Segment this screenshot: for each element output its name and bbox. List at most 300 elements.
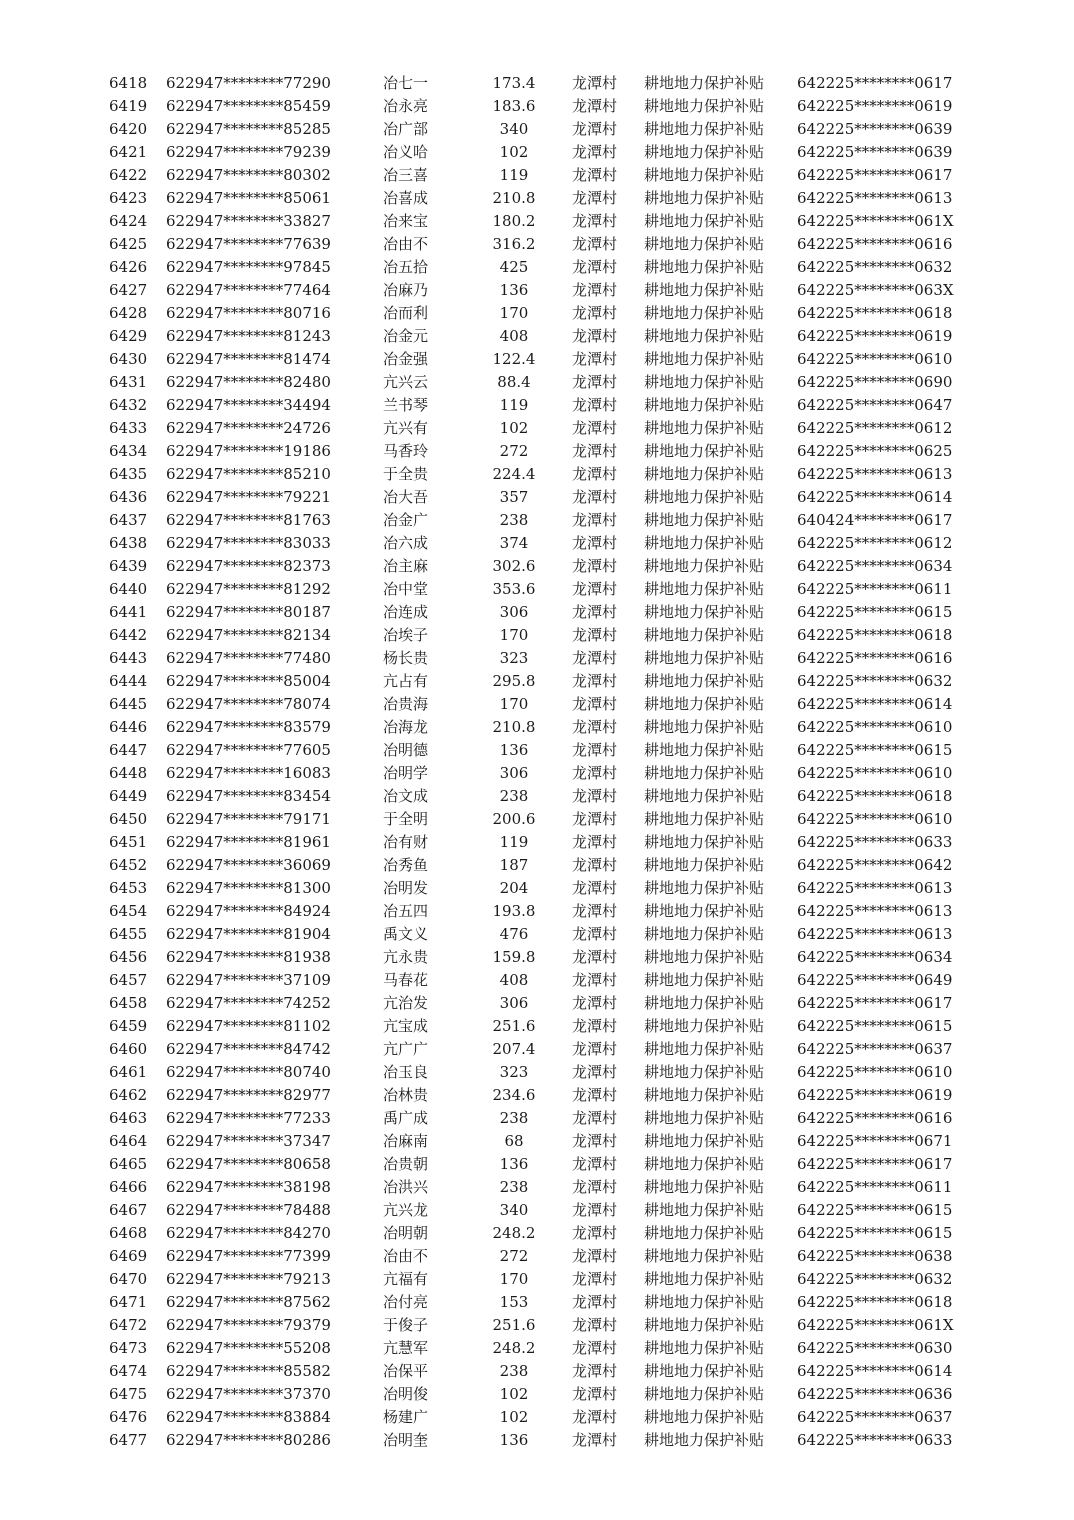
row-number-cell: 6451 [109,833,148,851]
table-row [0,578,1074,601]
account-number-cell: 622947********83884 [166,1408,331,1426]
amount-cell: 306 [499,994,529,1012]
row-number-cell: 6423 [109,189,148,207]
amount-cell: 136 [499,281,529,299]
account-number-cell: 622947********85285 [166,120,331,138]
account-number-cell: 622947********81300 [166,879,331,897]
account-number-cell: 622947********80286 [166,1431,331,1449]
account-number-cell: 622947********19186 [166,442,331,460]
id-number-cell: 642225********0639 [797,143,953,161]
table-row [0,233,1074,256]
row-number-cell: 6435 [109,465,148,483]
name-cell: 杨长贵 [383,649,429,667]
amount-cell: 357 [499,488,529,506]
village-cell: 龙潭村 [572,1132,618,1150]
name-cell: 亢广广 [383,1040,429,1058]
amount-cell: 353.6 [492,580,536,598]
table-row [0,256,1074,279]
subsidy-type-cell: 耕地地力保护补贴 [644,1316,765,1334]
table-row [0,1130,1074,1153]
name-cell: 冶中堂 [383,580,429,598]
account-number-cell: 622947********78488 [166,1201,331,1219]
row-number-cell: 6456 [109,948,148,966]
subsidy-type-cell: 耕地地力保护补贴 [644,1086,765,1104]
table-row [0,509,1074,532]
account-number-cell: 622947********82134 [166,626,331,644]
account-number-cell: 622947********16083 [166,764,331,782]
amount-cell: 170 [499,626,529,644]
village-cell: 龙潭村 [572,511,618,529]
amount-cell: 238 [499,1109,529,1127]
table-row [0,831,1074,854]
name-cell: 冶广部 [383,120,429,138]
row-number-cell: 6445 [109,695,148,713]
village-cell: 龙潭村 [572,626,618,644]
id-number-cell: 642225********0613 [797,465,953,483]
name-cell: 冶由不 [383,1247,429,1265]
subsidy-type-cell: 耕地地力保护补贴 [644,465,765,483]
village-cell: 龙潭村 [572,879,618,897]
village-cell: 龙潭村 [572,373,618,391]
row-number-cell: 6422 [109,166,148,184]
name-cell: 杨建广 [383,1408,429,1426]
row-number-cell: 6437 [109,511,148,529]
id-number-cell: 642225********0618 [797,1293,953,1311]
village-cell: 龙潭村 [572,695,618,713]
table-row [0,371,1074,394]
amount-cell: 102 [499,419,529,437]
subsidy-type-cell: 耕地地力保护补贴 [644,1385,765,1403]
id-number-cell: 642225********0616 [797,1109,953,1127]
amount-cell: 102 [499,143,529,161]
amount-cell: 180.2 [492,212,536,230]
id-number-cell: 642225********0613 [797,925,953,943]
village-cell: 龙潭村 [572,442,618,460]
row-number-cell: 6477 [109,1431,148,1449]
row-number-cell: 6464 [109,1132,148,1150]
subsidy-type-cell: 耕地地力保护补贴 [644,1132,765,1150]
table-row [0,1268,1074,1291]
village-cell: 龙潭村 [572,327,618,345]
subsidy-type-cell: 耕地地力保护补贴 [644,1109,765,1127]
account-number-cell: 622947********79171 [166,810,331,828]
row-number-cell: 6457 [109,971,148,989]
village-cell: 龙潭村 [572,971,618,989]
subsidy-type-cell: 耕地地力保护补贴 [644,143,765,161]
subsidy-type-cell: 耕地地力保护补贴 [644,1362,765,1380]
subsidy-type-cell: 耕地地力保护补贴 [644,1224,765,1242]
village-cell: 龙潭村 [572,304,618,322]
row-number-cell: 6471 [109,1293,148,1311]
amount-cell: 170 [499,304,529,322]
name-cell: 冶有财 [383,833,429,851]
amount-cell: 159.8 [492,948,536,966]
account-number-cell: 622947********37109 [166,971,331,989]
id-number-cell: 642225********0690 [797,373,953,391]
account-number-cell: 622947********77639 [166,235,331,253]
name-cell: 马春花 [383,971,429,989]
subsidy-type-cell: 耕地地力保护补贴 [644,925,765,943]
name-cell: 冶金广 [383,511,429,529]
amount-cell: 306 [499,764,529,782]
amount-cell: 183.6 [492,97,536,115]
village-cell: 龙潭村 [572,1293,618,1311]
subsidy-type-cell: 耕地地力保护补贴 [644,948,765,966]
name-cell: 冶玉良 [383,1063,429,1081]
account-number-cell: 622947********37347 [166,1132,331,1150]
row-number-cell: 6424 [109,212,148,230]
village-cell: 龙潭村 [572,1339,618,1357]
amount-cell: 88.4 [497,373,531,391]
account-number-cell: 622947********97845 [166,258,331,276]
id-number-cell: 642225********061X [797,1316,954,1334]
id-number-cell: 642225********0614 [797,695,953,713]
row-number-cell: 6425 [109,235,148,253]
table-row [0,923,1074,946]
id-number-cell: 642225********0634 [797,557,953,575]
village-cell: 龙潭村 [572,1155,618,1173]
account-number-cell: 622947********78074 [166,695,331,713]
id-number-cell: 642225********0615 [797,1224,953,1242]
subsidy-type-cell: 耕地地力保护补贴 [644,902,765,920]
account-number-cell: 622947********82373 [166,557,331,575]
village-cell: 龙潭村 [572,235,618,253]
name-cell: 冶五四 [383,902,429,920]
row-number-cell: 6468 [109,1224,148,1242]
village-cell: 龙潭村 [572,603,618,621]
id-number-cell: 642225********0617 [797,166,953,184]
name-cell: 冶秀鱼 [383,856,429,874]
name-cell: 冶连成 [383,603,429,621]
account-number-cell: 622947********38198 [166,1178,331,1196]
name-cell: 冶永亮 [383,97,429,115]
amount-cell: 102 [499,1408,529,1426]
subsidy-type-cell: 耕地地力保护补贴 [644,1247,765,1265]
id-number-cell: 642225********0671 [797,1132,953,1150]
amount-cell: 408 [499,971,529,989]
id-number-cell: 642225********0638 [797,1247,953,1265]
table-row [0,325,1074,348]
id-number-cell: 642225********061X [797,212,954,230]
subsidy-type-cell: 耕地地力保护补贴 [644,511,765,529]
name-cell: 冶明奎 [383,1431,429,1449]
table-row [0,164,1074,187]
subsidy-type-cell: 耕地地力保护补贴 [644,327,765,345]
row-number-cell: 6418 [109,74,148,92]
id-number-cell: 642225********0632 [797,1270,953,1288]
subsidy-type-cell: 耕地地力保护补贴 [644,603,765,621]
row-number-cell: 6473 [109,1339,148,1357]
row-number-cell: 6475 [109,1385,148,1403]
amount-cell: 102 [499,1385,529,1403]
amount-cell: 170 [499,695,529,713]
id-number-cell: 642225********0625 [797,442,953,460]
id-number-cell: 642225********0615 [797,741,953,759]
amount-cell: 193.8 [492,902,536,920]
name-cell: 亢兴有 [383,419,429,437]
account-number-cell: 622947********80740 [166,1063,331,1081]
name-cell: 兰书琴 [383,396,429,414]
amount-cell: 224.4 [492,465,536,483]
account-number-cell: 622947********36069 [166,856,331,874]
id-number-cell: 642225********0614 [797,1362,953,1380]
amount-cell: 425 [499,258,529,276]
account-number-cell: 622947********37370 [166,1385,331,1403]
name-cell: 冶大吾 [383,488,429,506]
village-cell: 龙潭村 [572,787,618,805]
account-number-cell: 622947********77480 [166,649,331,667]
table-row [0,394,1074,417]
account-number-cell: 622947********80658 [166,1155,331,1173]
subsidy-type-cell: 耕地地力保护补贴 [644,189,765,207]
village-cell: 龙潭村 [572,1086,618,1104]
amount-cell: 204 [499,879,529,897]
village-cell: 龙潭村 [572,1017,618,1035]
row-number-cell: 6452 [109,856,148,874]
amount-cell: 136 [499,1431,529,1449]
name-cell: 于全贵 [383,465,429,483]
village-cell: 龙潭村 [572,649,618,667]
amount-cell: 234.6 [492,1086,536,1104]
table-row [0,1314,1074,1337]
id-number-cell: 642225********0615 [797,1017,953,1035]
subsidy-type-cell: 耕地地力保护补贴 [644,810,765,828]
subsidy-type-cell: 耕地地力保护补贴 [644,1201,765,1219]
name-cell: 冶明朝 [383,1224,429,1242]
account-number-cell: 622947********33827 [166,212,331,230]
account-number-cell: 622947********82480 [166,373,331,391]
name-cell: 冶明学 [383,764,429,782]
id-number-cell: 642225********0636 [797,1385,953,1403]
id-number-cell: 642225********0633 [797,1431,953,1449]
account-number-cell: 622947********77399 [166,1247,331,1265]
row-number-cell: 6458 [109,994,148,1012]
row-number-cell: 6443 [109,649,148,667]
account-number-cell: 622947********81243 [166,327,331,345]
id-number-cell: 642225********0618 [797,787,953,805]
table-row [0,693,1074,716]
account-number-cell: 622947********85061 [166,189,331,207]
id-number-cell: 640424********0617 [797,511,953,529]
account-number-cell: 622947********74252 [166,994,331,1012]
amount-cell: 295.8 [492,672,536,690]
id-number-cell: 642225********0610 [797,810,953,828]
subsidy-type-cell: 耕地地力保护补贴 [644,1155,765,1173]
id-number-cell: 642225********0614 [797,488,953,506]
village-cell: 龙潭村 [572,948,618,966]
name-cell: 冶麻南 [383,1132,429,1150]
row-number-cell: 6447 [109,741,148,759]
row-number-cell: 6469 [109,1247,148,1265]
name-cell: 冶主麻 [383,557,429,575]
id-number-cell: 642225********0637 [797,1040,953,1058]
amount-cell: 210.8 [492,189,536,207]
table-row [0,1291,1074,1314]
table-row [0,1406,1074,1429]
name-cell: 亢慧军 [383,1339,429,1357]
account-number-cell: 622947********85004 [166,672,331,690]
row-number-cell: 6467 [109,1201,148,1219]
amount-cell: 272 [499,1247,529,1265]
account-number-cell: 622947********77290 [166,74,331,92]
amount-cell: 302.6 [492,557,536,575]
amount-cell: 408 [499,327,529,345]
row-number-cell: 6446 [109,718,148,736]
id-number-cell: 642225********0633 [797,833,953,851]
village-cell: 龙潭村 [572,764,618,782]
name-cell: 冶三喜 [383,166,429,184]
name-cell: 禹广成 [383,1109,429,1127]
id-number-cell: 642225********0613 [797,902,953,920]
village-cell: 龙潭村 [572,833,618,851]
row-number-cell: 6466 [109,1178,148,1196]
amount-cell: 238 [499,511,529,529]
amount-cell: 210.8 [492,718,536,736]
account-number-cell: 622947********81292 [166,580,331,598]
table-row [0,532,1074,555]
account-number-cell: 622947********77605 [166,741,331,759]
account-number-cell: 622947********85582 [166,1362,331,1380]
table-row [0,601,1074,624]
row-number-cell: 6476 [109,1408,148,1426]
name-cell: 于俊子 [383,1316,429,1334]
account-number-cell: 622947********81904 [166,925,331,943]
name-cell: 冶明俊 [383,1385,429,1403]
village-cell: 龙潭村 [572,902,618,920]
subsidy-type-cell: 耕地地力保护补贴 [644,1270,765,1288]
table-row [0,187,1074,210]
table-row [0,417,1074,440]
account-number-cell: 622947********81763 [166,511,331,529]
table-row [0,348,1074,371]
village-cell: 龙潭村 [572,1178,618,1196]
amount-cell: 340 [499,1201,529,1219]
row-number-cell: 6420 [109,120,148,138]
row-number-cell: 6460 [109,1040,148,1058]
amount-cell: 122.4 [492,350,536,368]
id-number-cell: 642225********0617 [797,1155,953,1173]
id-number-cell: 642225********0610 [797,764,953,782]
row-number-cell: 6444 [109,672,148,690]
village-cell: 龙潭村 [572,465,618,483]
table-row [0,302,1074,325]
village-cell: 龙潭村 [572,258,618,276]
name-cell: 亢永贵 [383,948,429,966]
account-number-cell: 622947********24726 [166,419,331,437]
name-cell: 冶由不 [383,235,429,253]
row-number-cell: 6439 [109,557,148,575]
subsidy-table [0,72,1074,1452]
amount-cell: 200.6 [492,810,536,828]
id-number-cell: 642225********0611 [797,1178,953,1196]
row-number-cell: 6463 [109,1109,148,1127]
village-cell: 龙潭村 [572,580,618,598]
account-number-cell: 622947********83033 [166,534,331,552]
name-cell: 冶海龙 [383,718,429,736]
row-number-cell: 6428 [109,304,148,322]
name-cell: 冶金元 [383,327,429,345]
account-number-cell: 622947********80716 [166,304,331,322]
row-number-cell: 6432 [109,396,148,414]
subsidy-type-cell: 耕地地力保护补贴 [644,1178,765,1196]
name-cell: 冶林贵 [383,1086,429,1104]
name-cell: 亢宝成 [383,1017,429,1035]
account-number-cell: 622947********80302 [166,166,331,184]
table-row [0,118,1074,141]
id-number-cell: 642225********0634 [797,948,953,966]
table-row [0,555,1074,578]
amount-cell: 323 [499,649,529,667]
id-number-cell: 642225********063X [797,281,954,299]
account-number-cell: 622947********79239 [166,143,331,161]
name-cell: 冶金强 [383,350,429,368]
table-row [0,992,1074,1015]
subsidy-type-cell: 耕地地力保护补贴 [644,97,765,115]
amount-cell: 238 [499,1178,529,1196]
name-cell: 亢福有 [383,1270,429,1288]
village-cell: 龙潭村 [572,1431,618,1449]
subsidy-type-cell: 耕地地力保护补贴 [644,442,765,460]
amount-cell: 251.6 [492,1017,536,1035]
name-cell: 冶贵海 [383,695,429,713]
village-cell: 龙潭村 [572,1109,618,1127]
name-cell: 于全明 [383,810,429,828]
subsidy-type-cell: 耕地地力保护补贴 [644,74,765,92]
amount-cell: 238 [499,787,529,805]
id-number-cell: 642225********0642 [797,856,953,874]
table-row [0,1107,1074,1130]
table-row [0,969,1074,992]
table-row [0,1084,1074,1107]
village-cell: 龙潭村 [572,1362,618,1380]
name-cell: 冶而利 [383,304,429,322]
village-cell: 龙潭村 [572,741,618,759]
village-cell: 龙潭村 [572,396,618,414]
village-cell: 龙潭村 [572,120,618,138]
village-cell: 龙潭村 [572,350,618,368]
id-number-cell: 642225********0610 [797,718,953,736]
subsidy-type-cell: 耕地地力保护补贴 [644,626,765,644]
row-number-cell: 6429 [109,327,148,345]
name-cell: 冶五拾 [383,258,429,276]
account-number-cell: 622947********81102 [166,1017,331,1035]
table-row [0,72,1074,95]
name-cell: 亢治发 [383,994,429,1012]
amount-cell: 248.2 [492,1224,536,1242]
name-cell: 亢兴云 [383,373,429,391]
account-number-cell: 622947********85210 [166,465,331,483]
subsidy-type-cell: 耕地地力保护补贴 [644,695,765,713]
amount-cell: 153 [499,1293,529,1311]
village-cell: 龙潭村 [572,74,618,92]
row-number-cell: 6459 [109,1017,148,1035]
account-number-cell: 622947********81474 [166,350,331,368]
table-row [0,1015,1074,1038]
subsidy-type-cell: 耕地地力保护补贴 [644,396,765,414]
village-cell: 龙潭村 [572,281,618,299]
account-number-cell: 622947********79221 [166,488,331,506]
village-cell: 龙潭村 [572,672,618,690]
amount-cell: 119 [499,166,529,184]
name-cell: 冶六成 [383,534,429,552]
row-number-cell: 6431 [109,373,148,391]
row-number-cell: 6440 [109,580,148,598]
village-cell: 龙潭村 [572,718,618,736]
village-cell: 龙潭村 [572,1316,618,1334]
row-number-cell: 6441 [109,603,148,621]
row-number-cell: 6470 [109,1270,148,1288]
subsidy-type-cell: 耕地地力保护补贴 [644,1408,765,1426]
